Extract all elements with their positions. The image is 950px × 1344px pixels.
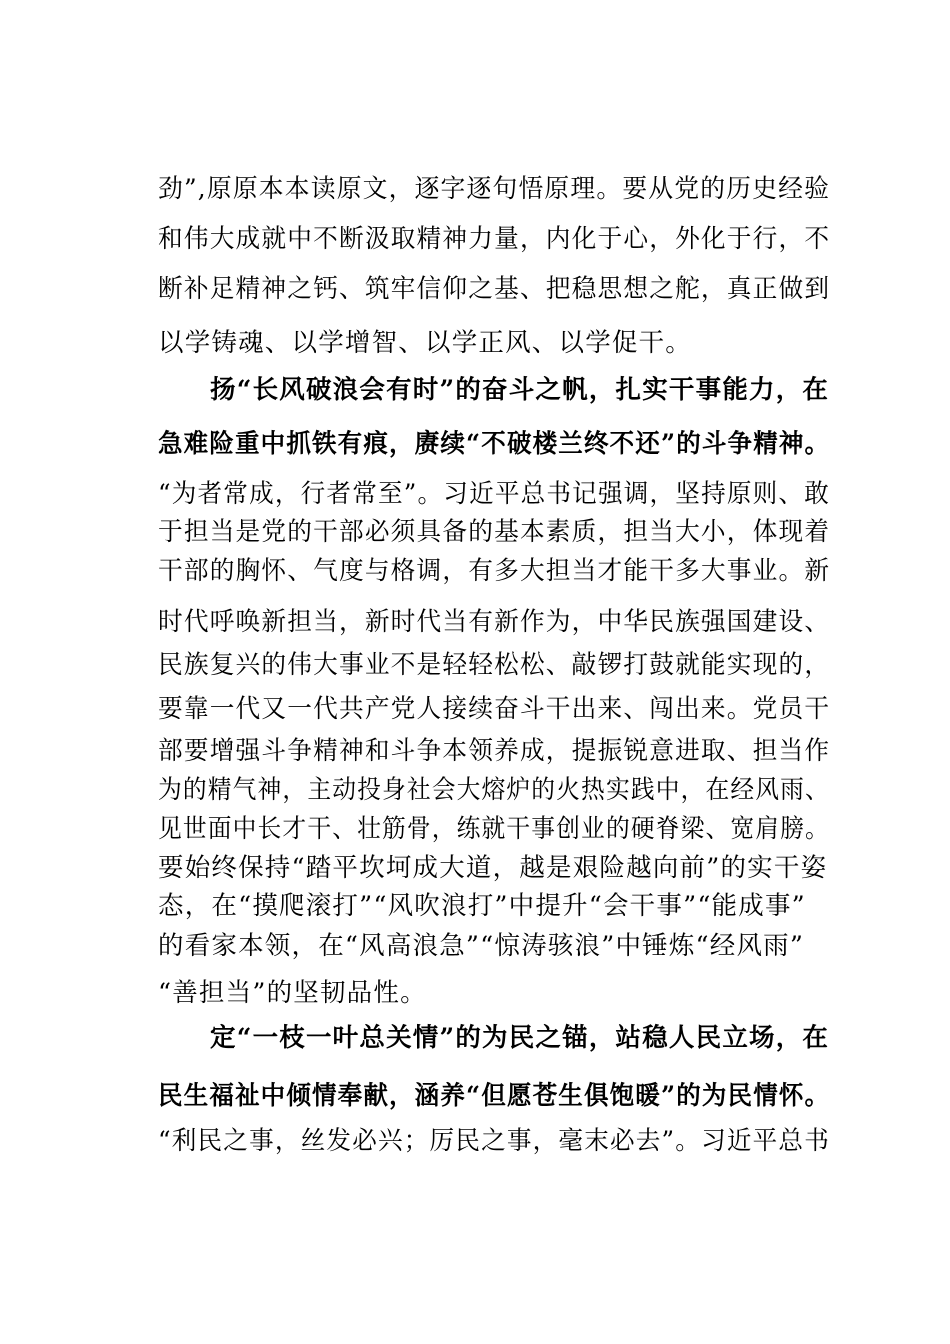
body-text-line: 见世面中长才干、壮筋骨，练就干事创业的硬脊梁、宽肩膀。 xyxy=(158,814,830,844)
body-text-line: 和伟大成就中不断汲取精神力量，内化于心，外化于行，不 xyxy=(158,224,831,254)
section-heading-line: 急难险重中抓铁有痕，赓续“不破楼兰终不还”的斗争精神。 xyxy=(158,429,831,459)
body-text-line: 干部的胸怀、气度与格调，有多大担当才能干多大事业。新 xyxy=(158,556,831,586)
body-text-line: 要靠一代又一代共产党人接续奋斗干出来、闯出来。党员干 xyxy=(158,694,831,724)
body-text-line: 为的精气神，主动投身社会大熔炉的火热实践中，在经风雨、 xyxy=(158,775,830,805)
body-text-line: 于担当是党的干部必须具备的基本素质，担当大小，体现着 xyxy=(158,517,831,547)
section-heading-line: 扬“长风破浪会有时”的奋斗之帆，扎实干事能力，在 xyxy=(210,375,830,405)
section-heading-line: 定“一枝一叶总关情”的为民之锚，站稳人民立场，在 xyxy=(210,1023,830,1053)
body-text-line: 以学铸魂、以学增智、以学正风、以学促干。 xyxy=(158,328,693,358)
body-text-line: 要始终保持“踏平坎坷成大道，越是艰险越向前”的实干姿 xyxy=(158,853,828,883)
body-text-line: 时代呼唤新担当，新时代当有新作为，中华民族强国建设、 xyxy=(158,607,831,637)
body-text-line: “为者常成，行者常至”。习近平总书记强调，坚持原则、敢 xyxy=(158,479,830,509)
body-text-line: 部要增强斗争精神和斗争本领养成，提振锐意进取、担当作 xyxy=(158,736,831,766)
section-heading-line: 民生福祉中倾情奉献，涵养“但愿苍生俱饱暖”的为民情怀。 xyxy=(158,1081,831,1111)
body-text-line: 态，在“摸爬滚打”“风吹浪打”中提升“会干事”“能成事” xyxy=(158,891,806,921)
body-text-line: “利民之事，丝发必兴；厉民之事，毫末必去”。习近平总书 xyxy=(158,1126,830,1156)
body-text-line: 劲”,原原本本读原文，逐字逐句悟原理。要从党的历史经验 xyxy=(158,174,831,204)
body-text-line: “善担当”的坚韧品性。 xyxy=(158,978,427,1008)
body-text-line: 的看家本领，在“风高浪急”“惊涛骇浪”中锤炼“经风雨” xyxy=(158,931,805,961)
body-text-line: 民族复兴的伟大事业不是轻轻松松、敲锣打鼓就能实现的， xyxy=(158,650,831,680)
body-text-line: 断补足精神之钙、筑牢信仰之基、把稳思想之舵，真正做到 xyxy=(158,274,831,304)
